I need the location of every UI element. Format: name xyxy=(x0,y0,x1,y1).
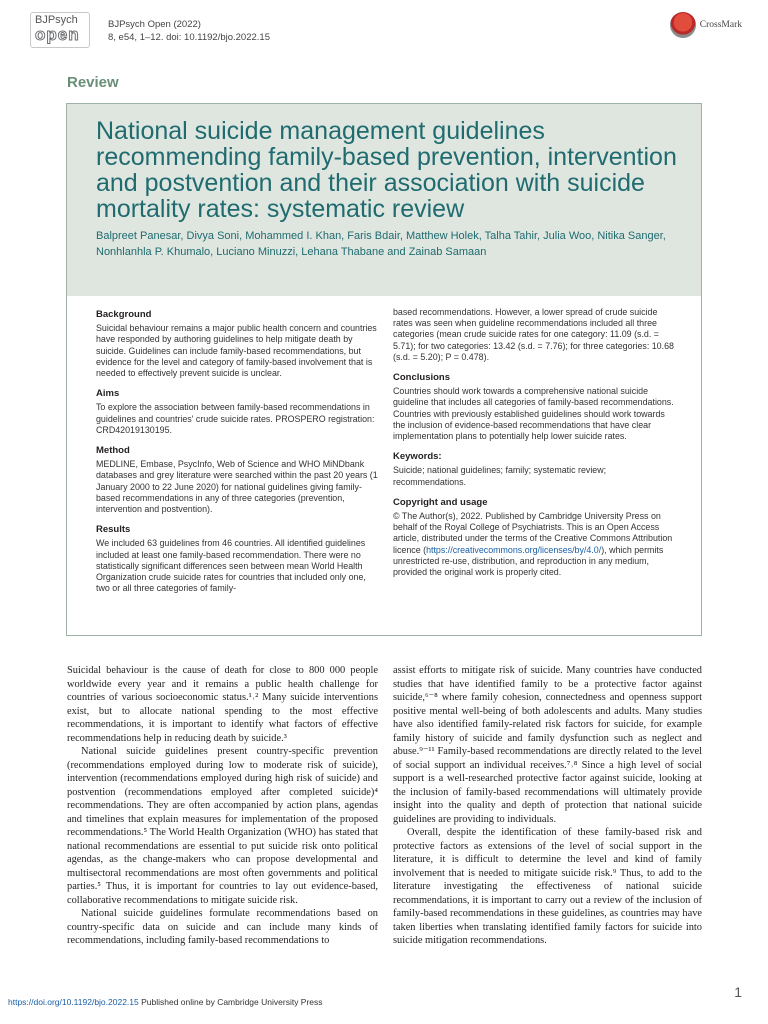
page-header xyxy=(30,12,748,52)
body-paragraph: National suicide guidelines present country-specific prevention (recommendations employed during low to moderate risk of suicide), intervention (recommendations employed during high risk of suicide) and postvention (recommendations employed after completed suicide)⁴ recommendations. They are often accompanied by action plans, agendas and timelines that explain measures for implementation of the proposed recommendations.⁵ The World Health Organization (WHO) has stated that national recommendations are essential to put suicide risk onto political agendas, as the change-makers who can propose developmental and multisectoral recommendations are most often governments and political parties.⁵ Thus, it is important for countries to lay out evidence-based, collaborative recommendations to mitigate suicide risk. xyxy=(67,746,378,906)
results-text: We included 63 guidelines from 46 countries. All identified guidelines included at least one family-based recommendation. There were no statistically significant differences seen between mean World Health Organization crude suicide rates for countries that included only one, two or all three categories of family- xyxy=(96,538,366,594)
footer-doi xyxy=(8,997,323,1007)
crossmark-icon xyxy=(670,12,696,38)
method-heading: Method xyxy=(96,445,130,457)
citation-details: 8, e54, 1–12. doi: 10.1192/bjo.2022.15 xyxy=(108,32,270,43)
body-paragraph: Overall, despite the identification of these family-based risk and protective factors as extensions of the level of social support in the literature, it is difficult to determine the level and kind of family involvement that is needed to mitigate suicide risk.⁹ Thus, to add to the literature investigating the effectiveness of national suicide recommendations, it is important to carry out a review of the inclusion of family-based recommendations in these guidelines, as countries may have taken liberties when translating identified family factors for suicide into suicide mitigation recommendations. xyxy=(393,827,702,946)
author-list: Balpreet Panesar, Divya Soni, Mohammed I. Khan, Faris Bdair, Matthew Holek, Talha Tahir, Julia Woo, Nitika Sanger, Nonhlanhla P. Khumalo, Luciano Minuzzi, Lehana Thabane and Zainab Samaan xyxy=(96,230,666,258)
background-heading: Background xyxy=(96,309,152,320)
citation xyxy=(108,18,270,44)
keywords-text: Suicide; national guidelines; family; systematic review; recommendations. xyxy=(393,465,607,487)
article-title: National suicide management guidelines recommending family-based prevention, intervention and postvention and their association with suicide mortality rates: systematic review xyxy=(96,117,677,223)
journal-name: BJPsych Open (2022) xyxy=(108,19,201,30)
copyright-part-b: ), which permits unrestricted re-use, distribution, and reproduction in any medium, provided the original work is properly cited. xyxy=(393,544,664,578)
copyright-text xyxy=(393,511,679,578)
aims-text: To explore the association between family-based recommendations in guidelines and countries' crude suicide rates. PROSPERO registration: CRD42019130195. xyxy=(96,402,375,435)
conclusions-text: Countries should work towards a comprehensive national suicide guideline that includes all categories of family-based recommendations. Countries with previously established guidelines should work towards the inclusion of evidence-based recommendations that have clear implementation plans to potentially help lower suicide rates. xyxy=(393,386,674,442)
section-label: Review xyxy=(67,74,119,91)
logo-bottom-text: open xyxy=(35,25,80,44)
copyright-part-a: © The Author(s), 2022. Published by Cambridge University Press on behalf of the Royal College of Psychiatrists. This is an Open Access article, distributed under the terms of the Creative Commons Attribution licence ( xyxy=(393,511,673,555)
published-text: Published online by Cambridge University Press xyxy=(138,997,323,1007)
doi-link[interactable]: https://doi.org/10.1192/bjo.2022.15 xyxy=(8,997,139,1007)
body-paragraph: National suicide guidelines formulate recommendations based on country-specific data on suicide and can include many kinds of recommendations, including family-based recommendations to xyxy=(67,908,378,946)
title-band xyxy=(67,104,701,296)
keywords-heading: Keywords: xyxy=(393,451,442,463)
background-text: Suicidal behaviour remains a major public health concern and countries have responded by authoring guidelines to help mitigate death by suicide. Guidelines can include family-based recommendations, but evidence for the level and category of family-based involvement that is needed to effectively prevent suicide is unclear. xyxy=(96,323,377,379)
body-paragraph: Suicidal behaviour is the cause of death for close to 800 000 people worldwide every year and it remains a public health challenge for countries of various socioeconomic status.¹˒² Many suicide interventions exist, but to allocate national spending to the most effective recommendations, it is important to identify what factors of effective recommendations help in reducing death by suicide.³ xyxy=(67,665,378,744)
body-column-left xyxy=(67,664,378,948)
crossmark-button[interactable] xyxy=(670,12,742,38)
conclusions-heading: Conclusions xyxy=(393,372,451,384)
body-paragraph: assist efforts to mitigate risk of suicide. Many countries have conducted studies that have identified family to be a protective factor against suicide,⁶⁻⁸ where family cohesion, connectedness and openness support positive mental well-being of both adolescents and adults. Many studies have also identified family-related risk factors for suicide, for example family history of suicide and family dysfunction such as neglect and abuse.⁹⁻¹¹ Family-based recommendations are directly related to the level of social support an individual receives.⁷˒⁸ Since a high level of social support is a well-researched protective factor against suicide, looking at the inclusion of family-based recommendations will ultimately provide insight into the quality and depth of protection that national suicide guidelines are providing to individuals. xyxy=(393,665,702,825)
copyright-heading: Copyright and usage xyxy=(393,496,488,508)
body-column-right xyxy=(393,664,702,948)
abstract-right-column xyxy=(393,307,679,587)
logo-top-text: BJPsych xyxy=(35,14,78,26)
aims-heading: Aims xyxy=(96,388,120,400)
page-number: 1 xyxy=(734,984,742,1000)
journal-logo xyxy=(30,12,90,48)
crossmark-label: CrossMark xyxy=(699,20,742,30)
results-heading: Results xyxy=(96,524,131,536)
abstract-left-column xyxy=(96,309,379,603)
license-link[interactable]: https://creativecommons.org/licenses/by/4.0/ xyxy=(426,544,602,555)
title-abstract-box xyxy=(66,103,702,636)
results-continued: based recommendations. However, a lower spread of crude suicide rates was seen when guideline recommendations included all three categories (mean crude suicide rates for one category: 11.09 (s.d. = 5.71); for two categories: 13.42 (s.d. = 7.76); for three categories: 10.68 (s.d. = 5.20); P = 0.478). xyxy=(393,307,674,362)
method-text: MEDLINE, Embase, PsycInfo, Web of Science and WHO MiNDbank databases and grey literature were searched within the past 20 years (1 January 2000 to 22 June 2020) for national guidelines giving family-based recommendations in any of three categories (prevention, intervention and postvention). xyxy=(96,459,378,515)
